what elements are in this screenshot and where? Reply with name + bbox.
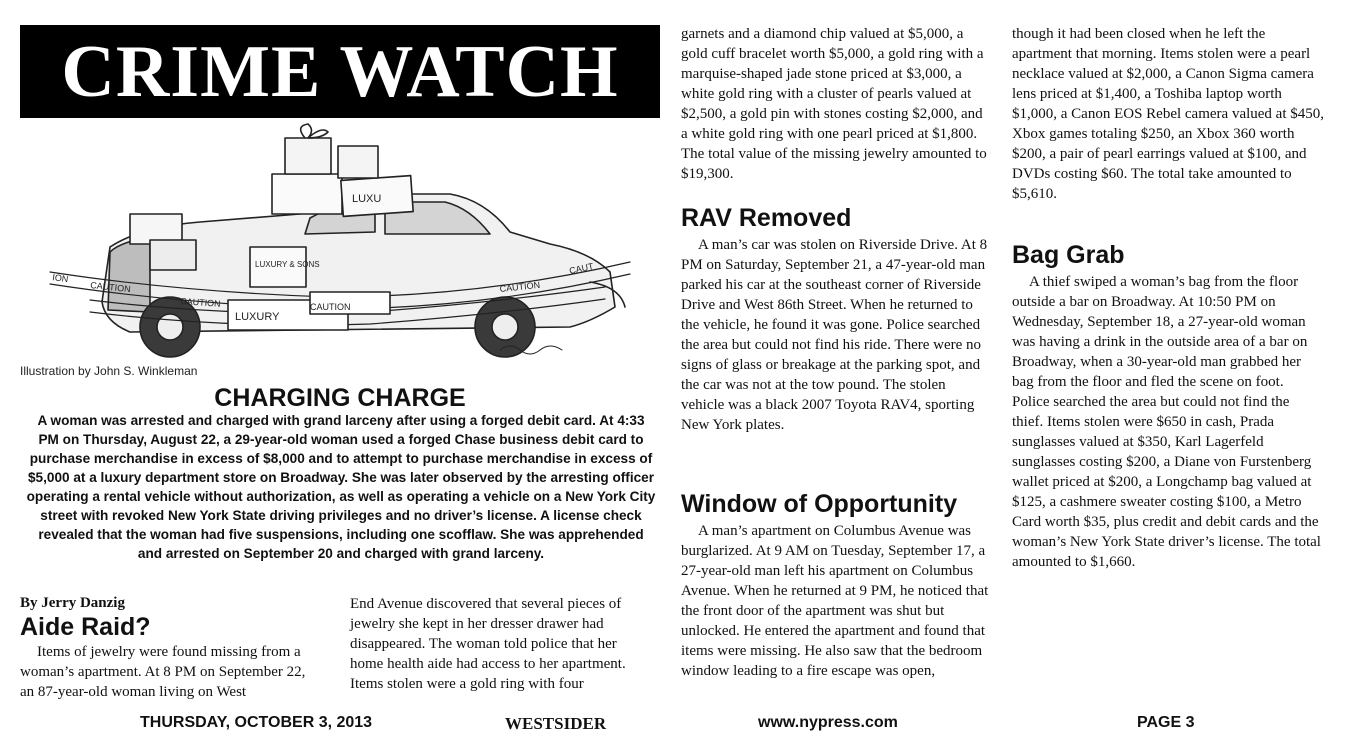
box-label: LUXU [352, 193, 382, 205]
charging-charge-headline: CHARGING CHARGE [214, 384, 466, 412]
window-of-opportunity-article [681, 490, 991, 681]
footer-website: www.nypress.com [758, 714, 898, 731]
column-4 [1012, 24, 1324, 204]
window-of-opportunity-headline: Window of Opportunity [681, 490, 958, 518]
aide-raid-text-3: garnets and a diamond chip valued at $5,000, a gold cuff bracelet worth $5,000, a gold ring with a marquise-shaped jade stone priced at $3,000, a white gold ring with a cluster of pearls valued at $2,500, a gold pin with stones costing $2,000, and a white gold ring with one pearl priced at $1,800. The total value of the missing jewelry amounted to $19,300. [681, 26, 987, 182]
caution-label: CAUTION [179, 296, 221, 309]
footer-date: THURSDAY, OCTOBER 3, 2013 [140, 714, 373, 731]
charging-charge-heading-wrap [20, 384, 660, 412]
aide-raid-headline: Aide Raid? [20, 613, 151, 641]
rav-removed-body: A man’s car was stolen on Riverside Drive. At 8 PM on Saturday, September 21, a 47-year-old man parked his car at the southeast corner of Riverside Drive and West 86th Street. When he returned to the vehicle, he found it was gone. Police searched the area but could not find his ride. There were no signs of glass or breakage at the parking spot, and the car was not at the tow pound. The stolen vehicle was a black 2007 Toyota RAV4, sporting New York plates. [681, 237, 988, 433]
caution-label: CAUTION [89, 280, 132, 295]
charging-charge-body: A woman was arrested and charged with grand larceny after using a forged debit card. At 4:33 PM on Thursday, August 22, a 29-year-old woman used a forged Chase business debit card to purchase merchandise in excess of $8,000 and to attempt to purchase merchandise in excess of $5,000 at a luxury department store on Broadway. She was later observed by the arresting officer operating a rental vehicle without authorization, as well as operating a vehicle on a New York City street with revoked New York State driving privileges and no driver’s license. A license check revealed that the woman had five suspensions, including one scofflaw. She was apprehended and arrested on September 20 and charged with grand larceny. [26, 413, 656, 561]
aide-raid-text-1: Items of jewelry were found missing from a woman’s apartment. At 8 PM on September 22, an 87-year-old woman living on West [20, 644, 306, 700]
footer-page-number: PAGE 3 [1137, 714, 1195, 731]
banner-title: CRIME WATCH [61, 30, 619, 113]
illustration-credit: Illustration by John S. Winkleman [20, 364, 198, 378]
bag-grab-body: A thief swiped a woman’s bag from the floor outside a bar on Broadway. At 10:50 PM on Wednesday, September 18, a 27-year-old woman was having a drink in the outside area of a bar on Broadway, when a 30-year-old man grabbed her bag from the floor and fled the scene on foot. Police searched the area but could not find the thief. Items stolen were $650 in cash, Prada sunglasses valued at $350, Karl Lagerfeld sunglasses costing $200, a Diane von Furstenberg wallet priced at $200, a Longchamp bag valued at $125, a cashmere sweater costing $100, a Metro Card worth $35, plus credit and debit cards and the woman’s New York State driver’s license. The total amounted to $1,660. [1012, 274, 1321, 570]
aide-raid-column-1 [20, 613, 322, 702]
column-3 [681, 24, 989, 184]
window-of-opportunity-text-2: though it had been closed when he left the apartment that morning. Items stolen were a pearl necklace valued at $2,000, a Canon Sigma camera lens priced at $1,400, a Toshiba laptop worth $1,000, a Canon EOS Rebel camera valued at $450, Xbox games totaling $250, an Xbox 360 worth $200, a pair of pearl earrings valued at $100, and DVDs costing $60. The total take amounted to $5,610. [1012, 26, 1324, 202]
aide-raid-column-2 [350, 594, 652, 694]
bag-grab-headline: Bag Grab [1012, 241, 1125, 269]
bag-grab-article [1012, 241, 1324, 572]
caution-label: CAUTION [310, 302, 351, 312]
caution-label: CAUT [568, 261, 595, 276]
aide-raid-text-2: End Avenue discovered that several pieces of jewelry she kept in her dresser drawer had disappeared. The woman told police that her home health aide had access to her apartment. Items stolen were a gold ring with four [350, 596, 626, 692]
caution-label: ION [51, 272, 69, 285]
rav-removed-article [681, 204, 989, 435]
car-illustration [30, 122, 650, 360]
window-of-opportunity-text-1: A man’s apartment on Columbus Avenue was burglarized. At 9 AM on Tuesday, September 17, a 27-year-old man left his apartment on Columbus Avenue. When he returned at 9 PM, he noticed that the front door of the apartment was shut but unlocked. He entered the apartment and found that items were missing. He also saw that the bedroom window leading to a fire escape was open, [681, 523, 989, 679]
caution-label: CAUTION [499, 279, 541, 294]
crime-watch-banner [20, 25, 660, 118]
box-label: LUXURY [235, 311, 280, 323]
rav-removed-headline: RAV Removed [681, 204, 852, 232]
byline: By Jerry Danzig [20, 595, 125, 611]
footer-publication: WESTSIDER [505, 714, 607, 733]
box-label: LUXURY & SONS [255, 260, 320, 269]
